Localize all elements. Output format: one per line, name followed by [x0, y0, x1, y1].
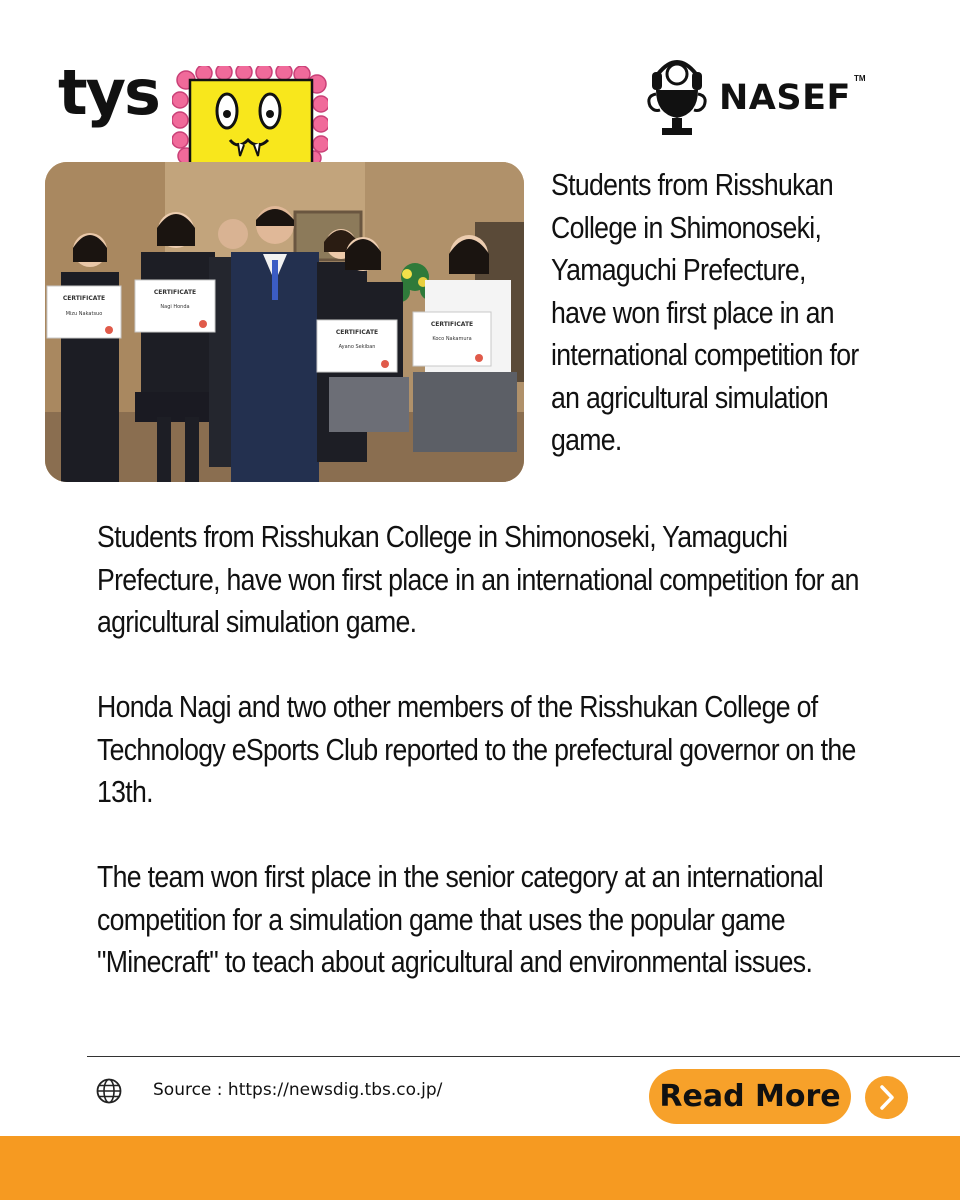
award-photo — [45, 162, 524, 482]
intro-text: Students from Risshukan College in Shimonoseki, Yamaguchi Prefecture, have won first place in an international competition for an agricultural simulation game. — [551, 167, 859, 457]
read-more-button[interactable]: Read More — [649, 1069, 851, 1124]
footer-bar — [0, 1136, 960, 1200]
svg-text:Koco Nakamura: Koco Nakamura — [432, 336, 472, 342]
tys-logo: tys — [58, 56, 159, 129]
nasef-wordmark: NASEF — [719, 78, 851, 118]
certificate-4 — [413, 312, 491, 366]
certificate-2 — [135, 280, 215, 332]
svg-text:Ayano Sekiban: Ayano Sekiban — [338, 344, 376, 350]
source-link[interactable]: Source : https://newsdig.tbs.co.jp/ — [153, 1080, 443, 1100]
paragraph-1: Students from Risshukan College in Shimonoseki, Yamaguchi Prefecture, have won first place in an international competition for an agricultural simulation game. — [97, 519, 859, 639]
trademark-symbol: TM — [854, 74, 866, 83]
paragraph-2: Honda Nagi and two other members of the Risshukan College of Technology eSports Club reported to the prefectural governor on the 13th. — [97, 689, 856, 809]
svg-text:CERTIFICATE: CERTIFICATE — [430, 321, 474, 328]
svg-text:CERTIFICATE: CERTIFICATE — [62, 295, 106, 302]
divider — [87, 1056, 960, 1057]
svg-text:Mizu Nakatsuo: Mizu Nakatsuo — [65, 311, 103, 317]
chevron-right-icon — [865, 1076, 908, 1119]
next-arrow-button[interactable] — [865, 1076, 908, 1119]
svg-text:CERTIFICATE: CERTIFICATE — [153, 289, 197, 296]
lion-mascot-icon — [172, 66, 328, 164]
globe-icon — [96, 1078, 122, 1104]
nasef-logo — [644, 52, 884, 142]
certificate-1 — [47, 286, 121, 338]
certificate-3 — [317, 320, 397, 372]
paragraph-3: The team won first place in the senior category at an international competition for a simulation game that uses the popular game "Minecraft" to teach about agricultural and environmental issues. — [97, 859, 824, 979]
svg-text:CERTIFICATE: CERTIFICATE — [335, 329, 379, 336]
article-body — [97, 516, 897, 984]
svg-text:Nagi Honda: Nagi Honda — [160, 304, 190, 310]
trophy-headset-icon — [644, 52, 710, 140]
